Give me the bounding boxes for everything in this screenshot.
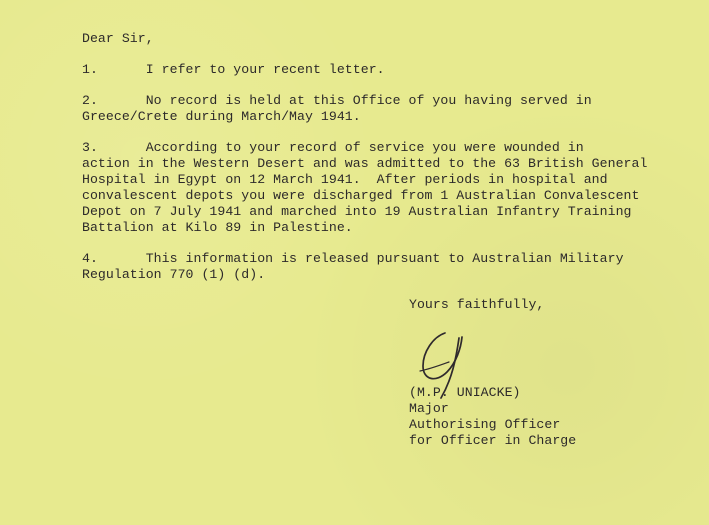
signatory-rank: Major bbox=[409, 401, 449, 416]
paragraph-3-line-5: Depot on 7 July 1941 and marched into 19 Australian Infantry Training bbox=[82, 204, 632, 219]
signatory-name: (M.P. UNIACKE) bbox=[409, 385, 521, 400]
paragraph-1-line-1: 1. I refer to your recent letter. bbox=[82, 62, 385, 77]
paragraph-4-line-1: 4. This information is released pursuant to Australian Military bbox=[82, 251, 624, 266]
closing: Yours faithfully, bbox=[409, 297, 545, 312]
signatory-role-line-1: Authorising Officer bbox=[409, 417, 561, 432]
paragraph-3-line-3: Hospital in Egypt on 12 March 1941. After periods in hospital and bbox=[82, 172, 608, 187]
paragraph-2-line-1: 2. No record is held at this Office of you having served in bbox=[82, 93, 592, 108]
paragraph-4-line-2: Regulation 770 (1) (d). bbox=[82, 267, 266, 282]
paragraph-3-line-4: convalescent depots you were discharged from 1 Australian Convalescent bbox=[82, 188, 640, 203]
paragraph-2-line-2: Greece/Crete during March/May 1941. bbox=[82, 109, 361, 124]
signatory-role-line-2: for Officer in Charge bbox=[409, 433, 577, 448]
salutation: Dear Sir, bbox=[82, 31, 154, 46]
paragraph-3-line-1: 3. According to your record of service you were wounded in bbox=[82, 140, 584, 155]
paragraph-3-line-6: Battalion at Kilo 89 in Palestine. bbox=[82, 220, 353, 235]
paragraph-3-line-2: action in the Western Desert and was admitted to the 63 British General bbox=[82, 156, 648, 171]
